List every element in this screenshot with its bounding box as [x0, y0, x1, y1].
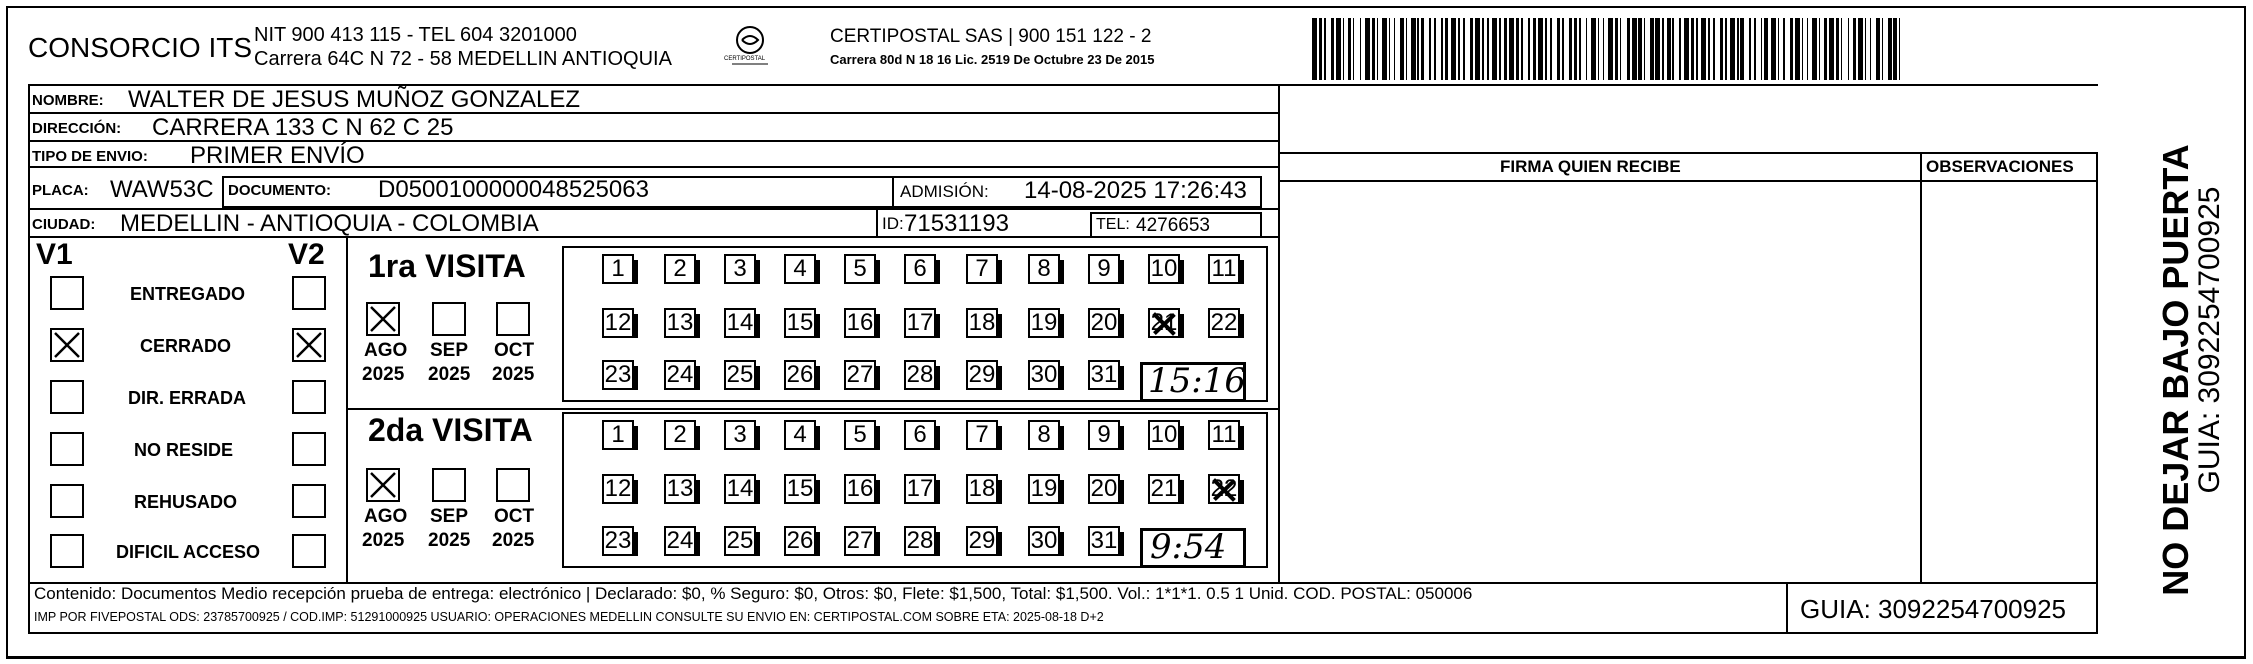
- barcode-bar: [1482, 18, 1484, 80]
- day-box: 18: [966, 308, 998, 338]
- barcode-bar: [1499, 18, 1501, 80]
- barcode-bar: [1360, 18, 1362, 80]
- grid-line: [2096, 582, 2098, 634]
- barcode-bar: [1713, 18, 1715, 80]
- status-v1-checkbox: [50, 328, 84, 362]
- barcode-bar: [1406, 18, 1408, 80]
- day-box: 28: [904, 360, 936, 390]
- barcode-bar: [1336, 18, 1341, 80]
- barcode-bar: [1679, 18, 1681, 80]
- day-box: 24: [664, 360, 696, 390]
- status-label: DIFICIL ACCESO: [116, 542, 261, 562]
- day-box: 20: [1088, 308, 1120, 338]
- barcode-bar: [1882, 18, 1884, 80]
- observaciones-header: OBSERVACIONES: [1926, 157, 2074, 176]
- day-box: 1: [602, 254, 634, 284]
- barcode-bar: [1761, 18, 1763, 80]
- grid-line: [1278, 84, 1280, 584]
- barcode-bar: [1411, 18, 1416, 80]
- status-v2-checkbox: [292, 276, 326, 310]
- grid-line: [1786, 582, 1788, 634]
- barcode-bar: [1417, 18, 1419, 80]
- company-address: Carrera 64C N 72 - 58 MEDELLIN ANTIOQUIA: [254, 48, 672, 70]
- barcode-bar: [1574, 18, 1577, 80]
- day-box: 12: [602, 474, 634, 504]
- barcode-bar: [1372, 18, 1375, 80]
- status-label: NO RESIDE: [134, 440, 234, 460]
- barcode-bar: [1888, 18, 1891, 80]
- barcode-bar: [1899, 18, 1901, 80]
- barcode-bar: [1487, 18, 1489, 80]
- barcode-bar: [1807, 18, 1809, 80]
- barcode-bar: [1586, 18, 1588, 80]
- barcode-bar: [1638, 18, 1641, 80]
- side-guia: GUIA: 3092254700925: [2193, 186, 2226, 494]
- barcode-bar: [1644, 18, 1646, 80]
- year-label: 2025: [428, 364, 471, 385]
- grid-line: [1278, 152, 2098, 154]
- day-box: 31: [1088, 526, 1120, 556]
- day-box: 17: [904, 474, 936, 504]
- day-box: 13: [664, 308, 696, 338]
- barcode-bar: [1650, 18, 1653, 80]
- barcode-bar: [1737, 18, 1739, 80]
- placa-label: PLACA:: [32, 182, 89, 199]
- barcode-bar: [1865, 18, 1867, 80]
- documento-value: D0500100000048525063: [378, 176, 649, 203]
- id-value: 71531193: [904, 210, 1009, 237]
- barcode-bar: [1557, 18, 1560, 80]
- barcode-bar: [1764, 18, 1767, 80]
- day-box: 25: [724, 360, 756, 390]
- day-box: 16: [844, 474, 876, 504]
- day-box: 2: [664, 420, 696, 450]
- grid-line: [1278, 180, 2098, 182]
- grid-line: [28, 582, 30, 634]
- day-box: 9: [1088, 254, 1120, 284]
- barcode-bar: [1528, 18, 1530, 80]
- barcode-bar: [1538, 18, 1543, 80]
- barcode-bar: [1870, 18, 1872, 80]
- barcode-bar: [1343, 18, 1345, 80]
- day-box: 13: [664, 474, 696, 504]
- day-box: 23: [602, 360, 634, 390]
- id-label: ID:: [882, 214, 904, 233]
- month-label: OCT: [494, 340, 535, 361]
- barcode-bar: [1771, 18, 1776, 80]
- day-box: 14: [724, 308, 756, 338]
- logo-text: CERTIPOSTAL: [724, 56, 766, 62]
- day-box: 7: [966, 420, 998, 450]
- status-v1-checkbox: [50, 432, 84, 466]
- tipo-label: TIPO DE ENVIO:: [32, 148, 148, 165]
- barcode-bar: [1720, 18, 1723, 80]
- certipostal-logo: [724, 24, 770, 70]
- barcode-bar: [1708, 18, 1710, 80]
- barcode-bar: [1324, 18, 1326, 80]
- barcode-bar: [1591, 18, 1596, 80]
- v2-label: V2: [288, 238, 325, 271]
- barcode: [1312, 18, 1904, 80]
- day-box: 24: [664, 526, 696, 556]
- barcode-bar: [1783, 18, 1785, 80]
- status-label: CERRADO: [140, 336, 232, 356]
- footer-guia: GUIA: 3092254700925: [1800, 594, 2066, 624]
- status-v1-checkbox: [50, 276, 84, 310]
- day-box: 3: [724, 254, 756, 284]
- barcode-bar: [1730, 18, 1735, 80]
- placa-value: WAW53C: [110, 176, 214, 203]
- barcode-bar: [1331, 18, 1334, 80]
- year-label: 2025: [362, 530, 405, 551]
- barcode-bar: [1377, 18, 1379, 80]
- month-label: SEP: [430, 340, 469, 361]
- month-label: SEP: [430, 506, 469, 527]
- barcode-bar: [1353, 18, 1355, 80]
- day-box: 10: [1148, 254, 1180, 284]
- barcode-bar: [1754, 18, 1756, 80]
- barcode-bar: [1550, 18, 1552, 80]
- grid-line: [348, 408, 1278, 410]
- tel-value: 4276653: [1136, 215, 1210, 236]
- documento-label: DOCUMENTO:: [228, 182, 332, 199]
- barcode-bar: [1608, 18, 1613, 80]
- barcode-bar: [1778, 18, 1780, 80]
- bottom-border: [6, 656, 2246, 659]
- day-box: 5: [844, 420, 876, 450]
- month-checkbox: [432, 302, 466, 336]
- year-label: 2025: [428, 530, 471, 551]
- day-box: 11: [1208, 420, 1240, 450]
- nombre-label: NOMBRE:: [32, 92, 104, 109]
- barcode-bar: [1458, 18, 1460, 80]
- grid-line: [2096, 152, 2098, 584]
- day-box: 4: [784, 254, 816, 284]
- day-box: 8: [1028, 420, 1060, 450]
- barcode-bar: [1893, 18, 1896, 80]
- year-label: 2025: [362, 364, 405, 385]
- day-box: 31: [1088, 360, 1120, 390]
- status-v2-checkbox: [292, 328, 326, 362]
- first-visit-time: 15:16: [1148, 361, 1246, 401]
- barcode-bar: [1319, 18, 1322, 80]
- day-box: 29: [966, 360, 998, 390]
- day-box: 27: [844, 360, 876, 390]
- barcode-bar: [1603, 18, 1605, 80]
- barcode-bar: [1400, 18, 1403, 80]
- barcode-bar: [1312, 18, 1317, 80]
- barcode-bar: [1632, 18, 1637, 80]
- company-nit: NIT 900 413 115 - TEL 604 3201000: [254, 24, 577, 46]
- barcode-bar: [1812, 18, 1817, 80]
- day-number: 21: [1150, 309, 1178, 336]
- barcode-bar: [1829, 18, 1834, 80]
- barcode-bar: [1394, 18, 1396, 80]
- barcode-bar: [1691, 18, 1694, 80]
- month-checkbox: [366, 302, 400, 336]
- day-box: 18: [966, 474, 998, 504]
- grid-line: [346, 238, 348, 582]
- second-visit-time: 9:54: [1150, 527, 1227, 567]
- barcode-bar: [1824, 18, 1827, 80]
- barcode-bar: [1672, 18, 1674, 80]
- barcode-bar: [1509, 18, 1514, 80]
- day-box: 25: [724, 526, 756, 556]
- admision-value: 14-08-2025 17:26:43: [1024, 177, 1247, 204]
- month-label: AGO: [364, 506, 408, 527]
- barcode-bar: [1667, 18, 1670, 80]
- barcode-bar: [1684, 18, 1689, 80]
- barcode-bar: [1463, 18, 1465, 80]
- status-v2-checkbox: [292, 380, 326, 414]
- status-v2-checkbox: [292, 432, 326, 466]
- day-box: 19: [1028, 474, 1060, 504]
- barcode-bar: [1836, 18, 1839, 80]
- day-box: 27: [844, 526, 876, 556]
- barcode-bar: [1876, 18, 1879, 80]
- first-visit-title: 1ra VISITA: [368, 248, 526, 284]
- barcode-bar: [1598, 18, 1600, 80]
- day-box: 30: [1028, 360, 1060, 390]
- barcode-bar: [1795, 18, 1800, 80]
- tipo-value: PRIMER ENVÍO: [190, 142, 365, 169]
- month-checkbox: [366, 468, 400, 502]
- grid-line: [28, 84, 30, 584]
- barcode-bar: [1701, 18, 1706, 80]
- month-label: AGO: [364, 340, 408, 361]
- year-label: 2025: [492, 364, 535, 385]
- left-border: [6, 6, 8, 658]
- barcode-bar: [1441, 18, 1443, 80]
- barcode-bar: [1696, 18, 1698, 80]
- day-box: 28: [904, 526, 936, 556]
- status-label: DIR. ERRADA: [128, 388, 247, 408]
- status-v2-checkbox: [292, 484, 326, 518]
- barcode-bar: [1516, 18, 1519, 80]
- day-box: 20: [1088, 474, 1120, 504]
- status-label: REHUSADO: [134, 492, 238, 512]
- firma-header: FIRMA QUIEN RECIBE: [1500, 157, 1681, 176]
- day-box: 29: [966, 526, 998, 556]
- barcode-bar: [1562, 18, 1564, 80]
- month-checkbox: [432, 468, 466, 502]
- day-box: 12: [602, 308, 634, 338]
- footer-contenido: Contenido: Documentos Medio recepción prueba de entrega: electrónico | Declarado: $0, % Seguro: $0, Otros: $0, Flete: $1,500, Total: $1,500. Vol.: 1*1*1. 0.5 1 Unid. COD. POSTAL: 050006: [34, 584, 1473, 603]
- day-box: 2: [664, 254, 696, 284]
- day-box: 26: [784, 526, 816, 556]
- day-box: 6: [904, 254, 936, 284]
- right-border: [2244, 6, 2246, 658]
- month-label: OCT: [494, 506, 535, 527]
- direccion-value: CARRERA 133 C N 62 C 25: [152, 114, 454, 141]
- grid-line: [1920, 152, 1922, 584]
- barcode-bar: [1740, 18, 1743, 80]
- second-visit-title: 2da VISITA: [368, 412, 533, 448]
- ciudad-label: CIUDAD:: [32, 216, 96, 233]
- barcode-bar: [1504, 18, 1507, 80]
- side-warning: NO DEJAR BAJO PUERTA: [2155, 144, 2196, 596]
- month-checkbox: [496, 468, 530, 502]
- barcode-bar: [1858, 18, 1863, 80]
- admision-label: ADMISIÓN:: [900, 182, 989, 201]
- day-number: 22: [1210, 475, 1238, 502]
- barcode-bar: [1627, 18, 1630, 80]
- barcode-bar: [1615, 18, 1618, 80]
- day-box: 17: [904, 308, 936, 338]
- barcode-bar: [1445, 18, 1448, 80]
- day-box: 8: [1028, 254, 1060, 284]
- day-box: 4: [784, 420, 816, 450]
- barcode-bar: [1421, 18, 1424, 80]
- ciudad-value: MEDELLIN - ANTIOQUIA - COLOMBIA: [120, 210, 539, 237]
- status-v1-checkbox: [50, 380, 84, 414]
- barcode-bar: [1470, 18, 1473, 80]
- status-v2-checkbox: [292, 534, 326, 568]
- barcode-bar: [1348, 18, 1351, 80]
- barcode-bar: [1662, 18, 1664, 80]
- status-label: ENTREGADO: [130, 284, 246, 304]
- day-box: 3: [724, 420, 756, 450]
- barcode-bar: [1725, 18, 1727, 80]
- day-box: 22: [1208, 308, 1240, 338]
- day-box: 26: [784, 360, 816, 390]
- barcode-bar: [1545, 18, 1547, 80]
- grid-line: [876, 210, 878, 236]
- barcode-bar: [1749, 18, 1751, 80]
- day-box: 9: [1088, 420, 1120, 450]
- footer-imp: IMP POR FIVEPOSTAL ODS: 23785700925 / COD.IMP: 51291000925 USUARIO: OPERACIONES MEDELLIN CONSULTE SU ENVIO EN: CERTIPOSTAL.COM SOBRE ETA: 2025-08-18 D+2: [34, 610, 1104, 624]
- barcode-bar: [1475, 18, 1480, 80]
- barcode-bar: [1521, 18, 1523, 80]
- barcode-bar: [1451, 18, 1456, 80]
- day-box: 15: [784, 474, 816, 504]
- company-name: CONSORCIO ITS: [28, 32, 253, 63]
- v1-label: V1: [36, 238, 73, 271]
- tel-label: TEL:: [1096, 216, 1130, 233]
- barcode-bar: [1492, 18, 1497, 80]
- day-box: 14: [724, 474, 756, 504]
- day-box: 16: [844, 308, 876, 338]
- day-box: 21: [1148, 474, 1180, 504]
- barcode-bar: [1802, 18, 1804, 80]
- barcode-bar: [1819, 18, 1821, 80]
- day-box: 23: [602, 526, 634, 556]
- barcode-bar: [1389, 18, 1391, 80]
- barcode-bar: [1382, 18, 1387, 80]
- day-box: 19: [1028, 308, 1060, 338]
- barcode-bar: [1853, 18, 1856, 80]
- barcode-bar: [1533, 18, 1536, 80]
- barcode-bar: [1841, 18, 1843, 80]
- day-box: 1: [602, 420, 634, 450]
- certipostal-line: CERTIPOSTAL SAS | 900 151 122 - 2: [830, 26, 1152, 47]
- barcode-bar: [1848, 18, 1850, 80]
- barcode-bar: [1620, 18, 1622, 80]
- barcode-bar: [1569, 18, 1572, 80]
- status-v1-checkbox: [50, 534, 84, 568]
- day-box: 30: [1028, 526, 1060, 556]
- month-checkbox: [496, 302, 530, 336]
- status-v1-checkbox: [50, 484, 84, 518]
- day-box: 7: [966, 254, 998, 284]
- barcode-bar: [1365, 18, 1370, 80]
- barcode-bar: [1790, 18, 1793, 80]
- barcode-bar: [1579, 18, 1581, 80]
- certipostal-address: Carrera 80d N 18 16 Lic. 2519 De Octubre 23 De 2015: [830, 52, 1155, 67]
- barcode-bar: [1655, 18, 1660, 80]
- barcode-bar: [1434, 18, 1436, 80]
- direccion-label: DIRECCIÓN:: [32, 120, 122, 137]
- day-box: 15: [784, 308, 816, 338]
- day-box: 5: [844, 254, 876, 284]
- nombre-value: WALTER DE JESUS MUÑOZ GONZALEZ: [128, 86, 581, 113]
- barcode-bar: [1429, 18, 1431, 80]
- top-border: [6, 6, 2246, 8]
- day-box: 6: [904, 420, 936, 450]
- day-box: 11: [1208, 254, 1240, 284]
- day-box: 10: [1148, 420, 1180, 450]
- year-label: 2025: [492, 530, 535, 551]
